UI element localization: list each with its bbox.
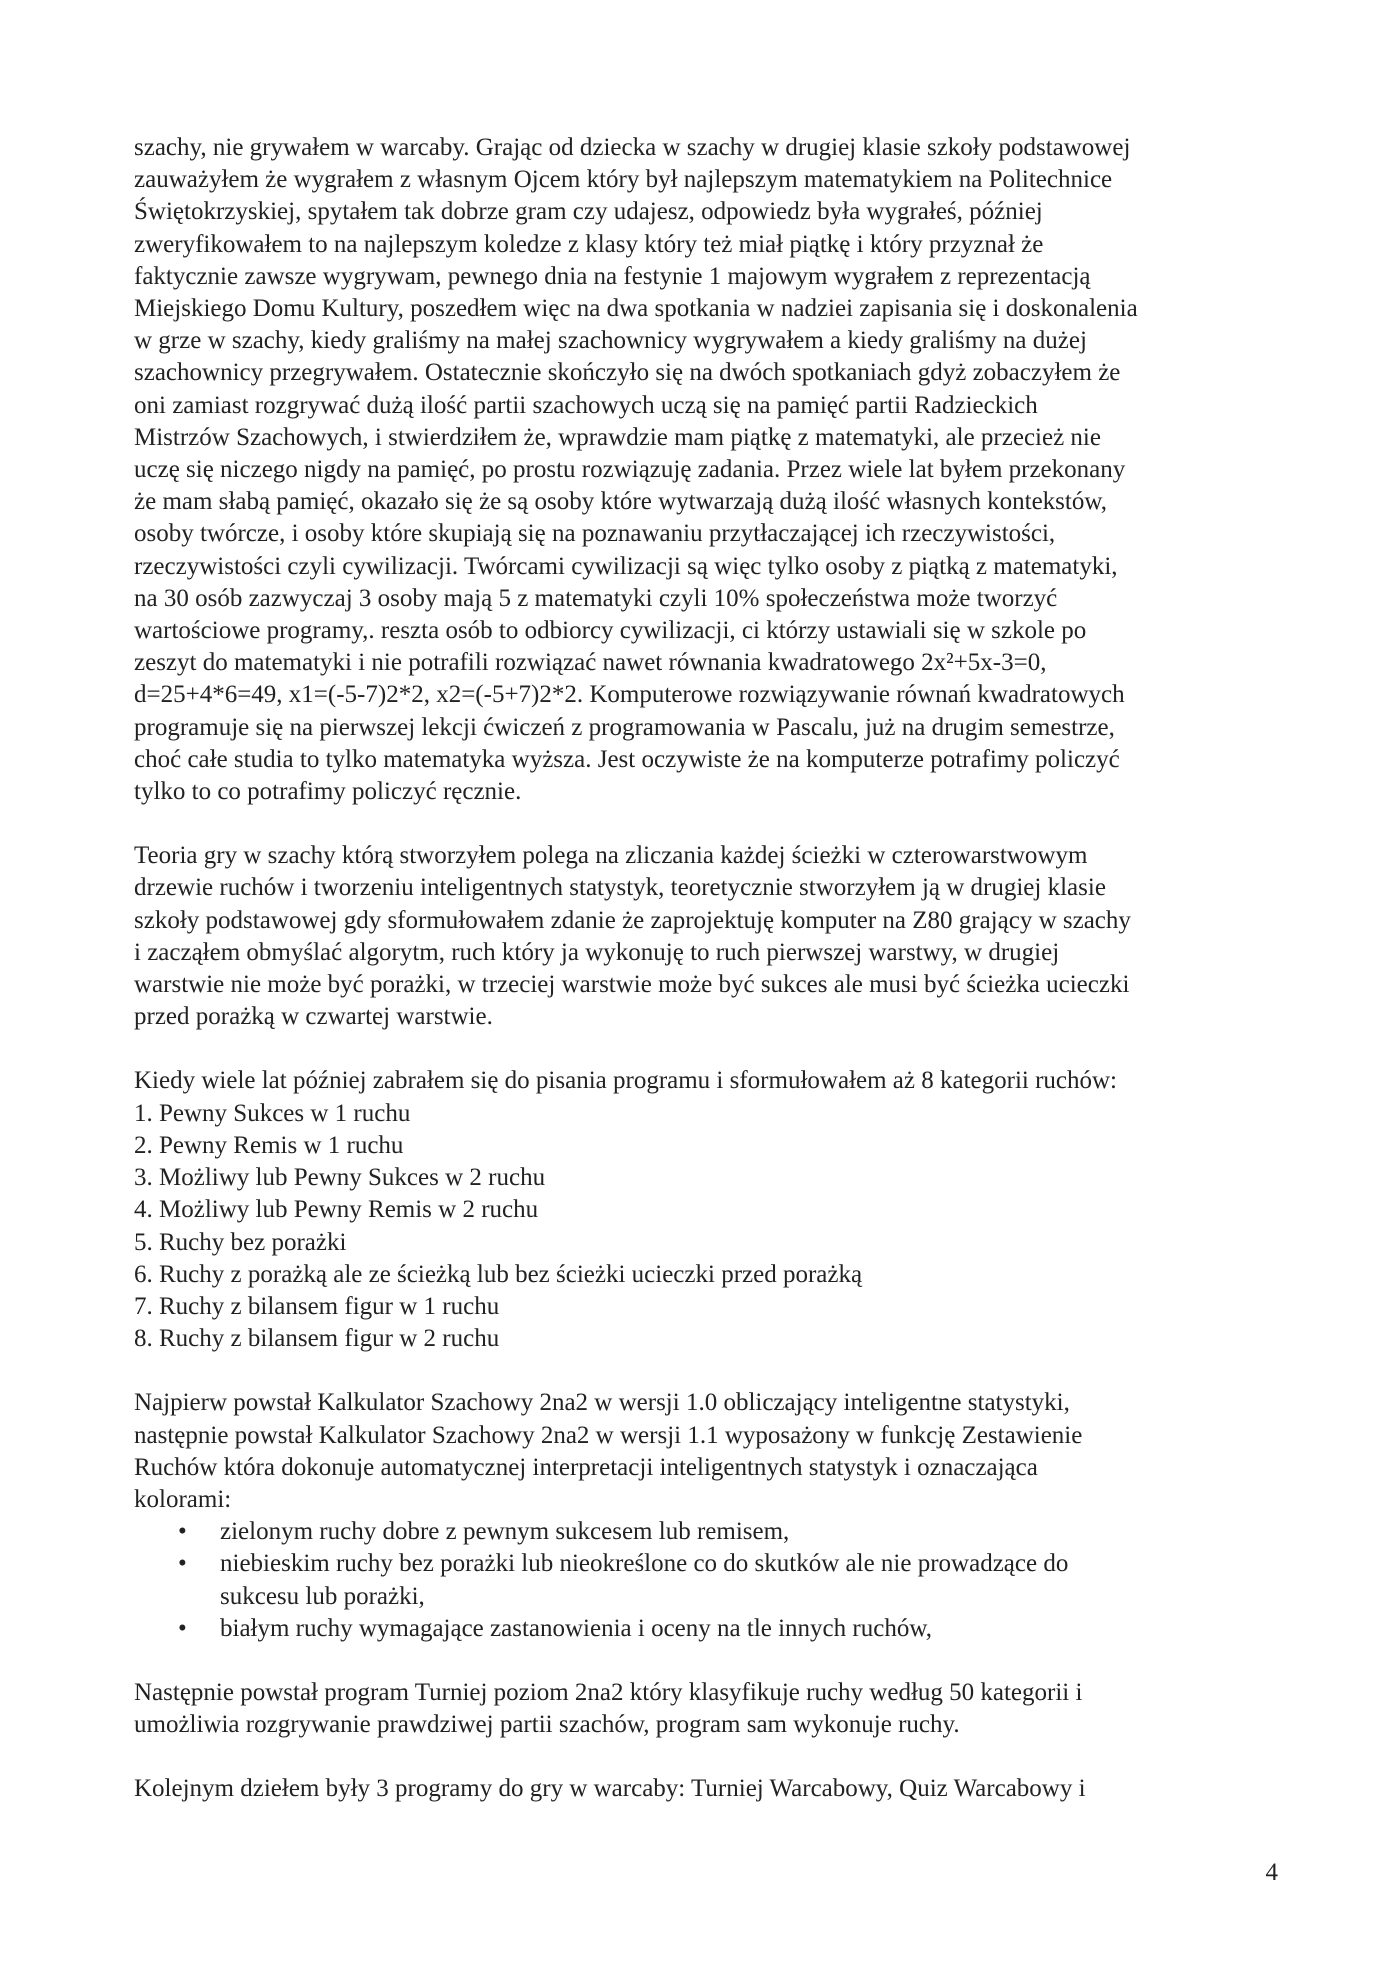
paragraph-childhood-chess: szachy, nie grywałem w warcaby. Grając od dziecka w szachy w drugiej klasie szkoły podstawowej zauważyłem że wygrałem z własnym Ojcem który był najlepszym matematykiem na Politechnice Świętokrzyskiej, spytałem tak dobrze gram czy udajesz, odpowiedz była wygrałeś, później zweryfikowałem to na najlepszym koledze z klasy który też miał piątkę i który przyznał że faktycznie zawsze wygrywam, pewnego dnia na festynie 1 majowym wygrałem z reprezentacją Miejskiego Domu Kultury, poszedłem więc na dwa spotkania w nadziei zapisania się i doskonalenia w grze w szachy, kiedy graliśmy na małej szachownicy wygrywałem a kiedy graliśmy na dużej szachownicy przegrywałem. Ostatecznie skończyło się na dwóch spotkaniach gdyż zobaczyłem że oni zamiast rozgrywać dużą ilość partii szachowych uczą się na pamięć partii Radzieckich Mistrzów Szachowych, i stwierdziłem że, wprawdzie mam piątkę z matematyki, ale przecież nie uczę się niczego nigdy na pamięć, po prostu rozwiązuję zadania. Przez wiele lat byłem przekonany że mam słabą pamięć, okazało się że są osoby które wytwarzają dużą ilość własnych kontekstów, osoby twórcze, i osoby które skupiają się na poznawaniu przytłaczającej ich rzeczywistości, rzeczywistości czyli cywilizacji. Twórcami cywilizacji są więc tylko osoby z piątką z matematyki, na 30 osób zazwyczaj 3 osoby mają 5 z matematyki czyli 10% społeczeństwa może tworzyć wartościowe programy,. reszta osób to odbiorcy cywilizacji, ci którzy ustawiali się w szkole po zeszyt do matematyki i nie potrafili rozwiązać nawet równania kwadratowego 2x²+5x-3=0, d=25+4*6=49, x1=(-5-7)2*2, x2=(-5+7)2*2. Komputerowe rozwiązywanie równań kwadratowych programuje się na pierwszej lekcji ćwiczeń z programowania w Pascalu, już na drugim semestrze, choć całe studia to tylko matematyka wyższa. Jest oczywiste że na komputerze potrafimy policzyć tylko to co potrafimy policzyć ręcznie. xyxy=(134,134,1138,806)
list-item: 8. Ruchy z bilansem figur w 2 ruchu xyxy=(134,1325,500,1353)
paragraph-checkers-programs: Kolejnym dziełem były 3 programy do gry w warcaby: Turniej Warcabowy, Quiz Warcabowy i xyxy=(134,1775,1086,1803)
list-item: 3. Możliwy lub Pewny Sukces w 2 ruchu xyxy=(134,1164,546,1192)
bullet-icon: • xyxy=(178,1614,187,1642)
move-categories-list xyxy=(134,1098,1294,1356)
list-item: 2. Pewny Remis w 1 ruchu xyxy=(134,1131,404,1159)
bullet-icon: • xyxy=(178,1518,187,1546)
list-item: 7. Ruchy z bilansem figur w 1 ruchu xyxy=(134,1292,500,1320)
page-number: 4 xyxy=(1265,1859,1278,1886)
list-item xyxy=(134,1516,1294,1548)
paragraph-move-categories-intro: Kiedy wiele lat później zabrałem się do pisania programu i sformułowałem aż 8 kategorii ruchów: xyxy=(134,1067,1118,1095)
paragraph-chess-theory: Teoria gry w szachy którą stworzyłem polega na zliczania każdej ścieżki w czterowarstwowym drzewie ruchów i tworzeniu inteligentnych statystyk, teoretycznie stworzyłem ją w drugiej klasie szkoły podstawowej gdy sformułowałem zdanie że zaprojektuję komputer na Z80 grający w szachy i zacząłem obmyślać algorytm, ruch który ja wykonuję to ruch pierwszej warstwy, w drugiej warstwie nie może być porażki, w trzeciej warstwie może być sukces ale musi być ścieżka ucieczki przed porażką w czwartej warstwie. xyxy=(134,842,1131,1031)
bullet-text: niebieskim ruchy bez porażki lub nieokreślone co do skutków ale nie prowadzące do sukcesu lub porażki, xyxy=(220,1550,1069,1610)
bullet-text: białym ruchy wymagające zastanowienia i oceny na tle innych ruchów, xyxy=(220,1614,932,1642)
list-item: 6. Ruchy z porażką ale ze ścieżką lub bez ścieżki ucieczki przed porażką xyxy=(134,1260,863,1288)
list-item xyxy=(134,1548,1294,1612)
list-item: 4. Możliwy lub Pewny Remis w 2 ruchu xyxy=(134,1196,539,1224)
list-item: 5. Ruchy bez porażki xyxy=(134,1228,347,1256)
list-item: 1. Pewny Sukces w 1 ruchu xyxy=(134,1099,411,1127)
paragraph-tournament-program: Następnie powstał program Turniej poziom 2na2 który klasyfikuje ruchy według 50 kategorii i umożliwia rozgrywanie prawdziwej partii szachów, program sam wykonuje ruchy. xyxy=(134,1678,1083,1739)
paragraph-chess-calculator: Najpierw powstał Kalkulator Szachowy 2na2 w wersji 1.0 obliczający inteligentne statystyki, następnie powstał Kalkulator Szachowy 2na2 w wersji 1.1 wyposażony w funkcję Zestawienie Ruchów która dokonuje automatycznej interpretacji inteligentnych statystyk i oznaczająca kolorami: xyxy=(134,1389,1083,1513)
page-content xyxy=(134,132,1294,1806)
bullet-icon: • xyxy=(178,1550,187,1578)
bullet-text: zielonym ruchy dobre z pewnym sukcesem lub remisem, xyxy=(220,1518,790,1546)
color-legend-list xyxy=(134,1516,1294,1645)
list-item xyxy=(134,1613,1294,1645)
